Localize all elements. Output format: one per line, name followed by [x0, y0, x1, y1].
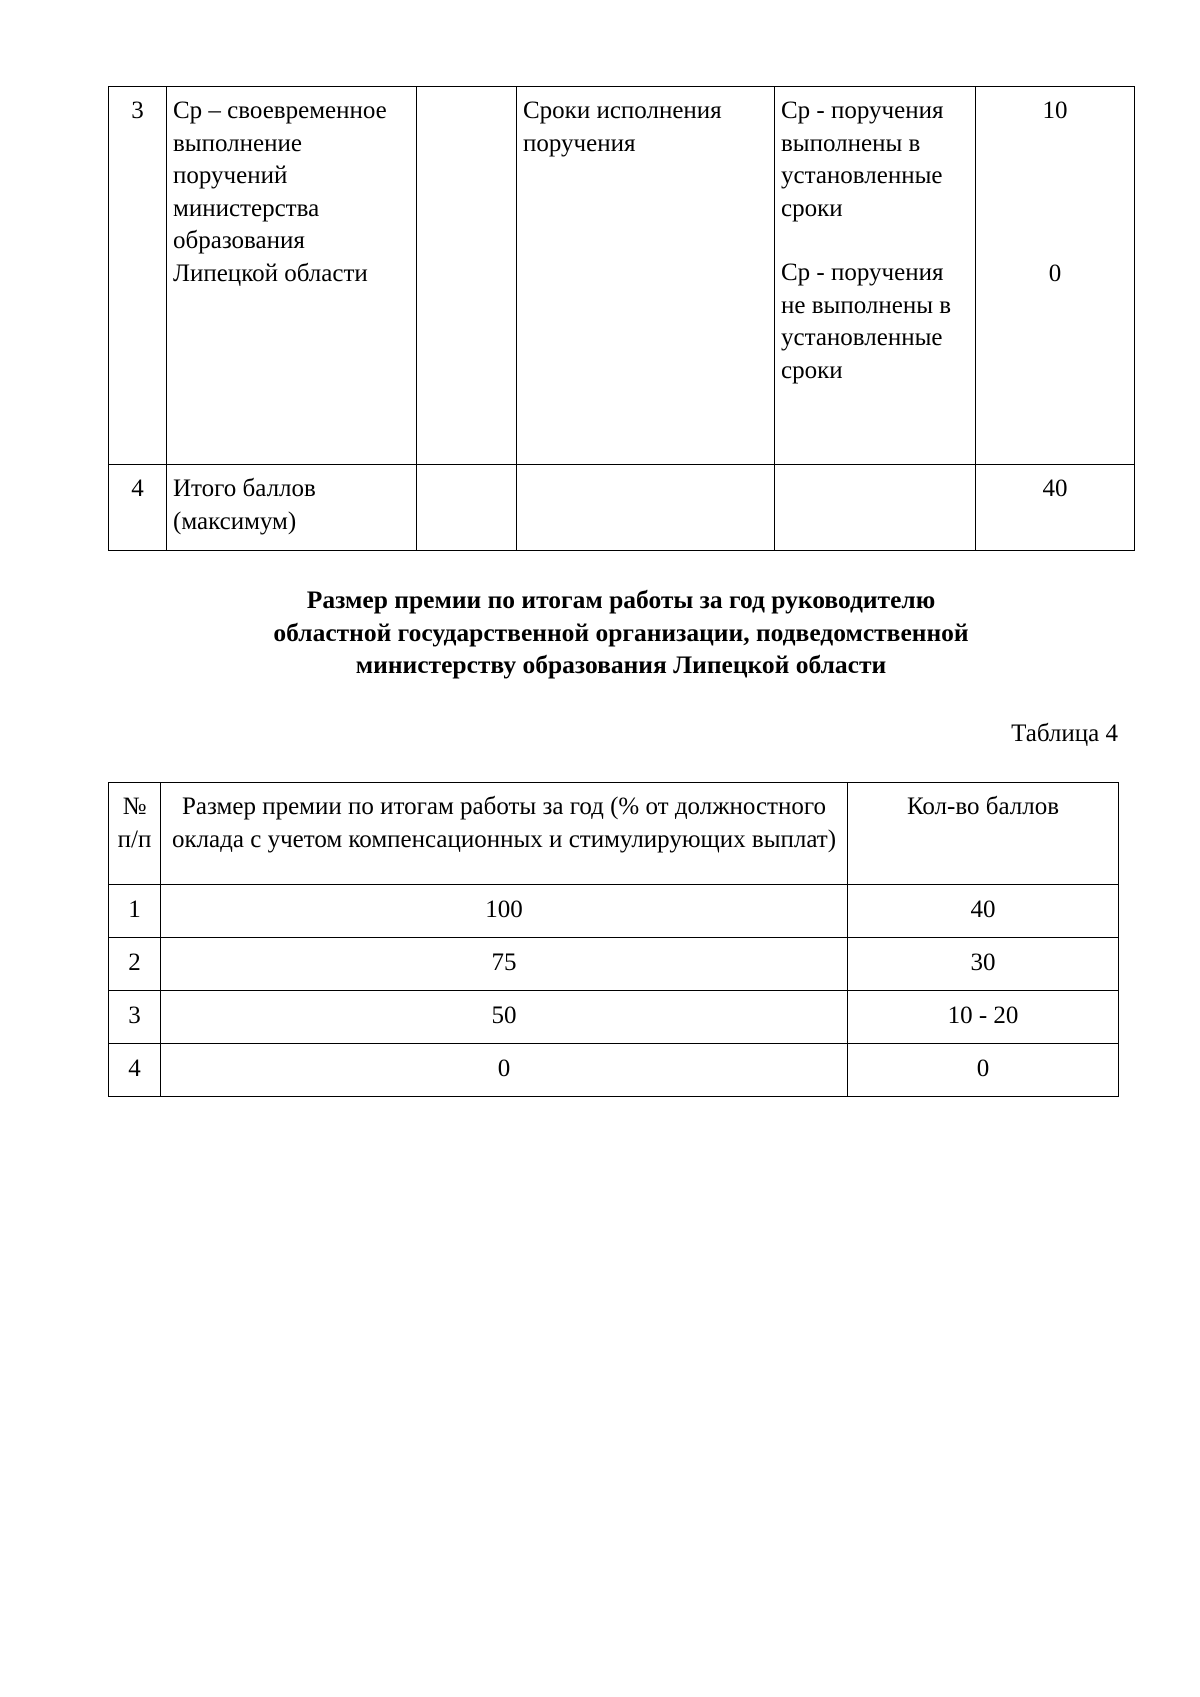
table-row: [109, 938, 1119, 991]
row-number: 4: [109, 465, 167, 551]
heading-line: областной государственной организации, подведомственной: [273, 617, 969, 647]
header-size: Размер премии по итогам работы за год (% от должностного оклада с учетом компенсационных и стимулирующих выплат): [161, 783, 848, 885]
row-number: 1: [109, 885, 161, 938]
empty-cell: [417, 87, 517, 465]
score-cell: [976, 87, 1135, 465]
table-row: [109, 465, 1135, 551]
bonus-size: 75: [161, 938, 848, 991]
bonus-size: 100: [161, 885, 848, 938]
points-value: 40: [848, 885, 1119, 938]
criterion-cell: Сроки исполнения поручения: [517, 87, 775, 465]
condition-text: Ср - поручения выполнены в установленные сроки: [781, 97, 944, 222]
table-row: [109, 87, 1135, 465]
bonus-size: 50: [161, 991, 848, 1044]
score-value: 10: [1042, 97, 1068, 124]
conditions-cell: [775, 87, 976, 465]
table-header-row: [109, 783, 1119, 885]
score-value: 0: [1048, 259, 1062, 287]
row-number: 3: [109, 87, 167, 465]
indicator-cell: Ср – своевременное выполнение поручений министерства образования Липецкой области: [167, 87, 417, 465]
conditions-cell: [775, 465, 976, 551]
row-number: 2: [109, 938, 161, 991]
indicator-cell: Итого баллов (максимум): [167, 465, 417, 551]
criteria-table: [108, 86, 1135, 551]
points-value: 0: [848, 1044, 1119, 1097]
bonus-table: [108, 782, 1119, 1097]
header-points: Кол-во баллов: [848, 783, 1119, 885]
row-number: 4: [109, 1044, 161, 1097]
criterion-cell: [517, 465, 775, 551]
table-label: Таблица 4: [1011, 720, 1118, 747]
header-num: № п/п: [109, 783, 161, 885]
empty-cell: [417, 465, 517, 551]
condition-text: Ср - поручения не выполнены в установленные сроки: [781, 259, 952, 384]
score-value: 40: [976, 465, 1135, 551]
points-value: 30: [848, 938, 1119, 991]
heading-line: министерству образования Липецкой области: [355, 650, 887, 679]
heading-line: Размер премии по итогам работы за год руководителю: [306, 585, 936, 614]
section-heading: [108, 584, 1134, 682]
table-row: [109, 885, 1119, 938]
row-number: 3: [109, 991, 161, 1044]
bonus-size: 0: [161, 1044, 848, 1097]
table-row: [109, 991, 1119, 1044]
table-row: [109, 1044, 1119, 1097]
points-value: 10 - 20: [848, 991, 1119, 1044]
